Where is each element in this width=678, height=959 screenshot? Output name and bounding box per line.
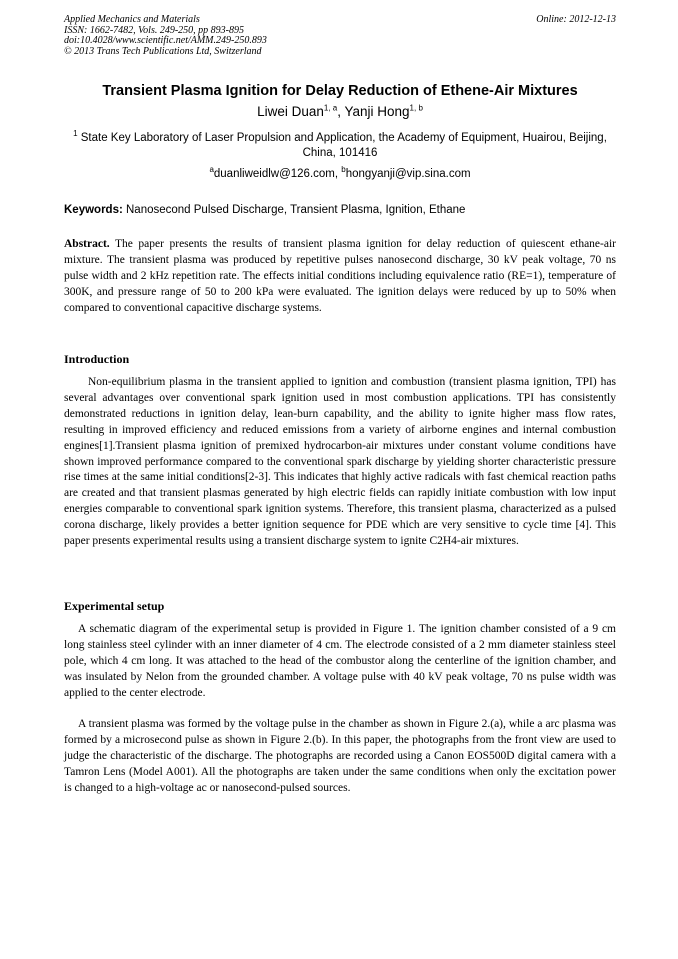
author-emails — [64, 167, 616, 182]
abstract-label: Abstract. — [64, 238, 110, 250]
email-address: hongyanji@vip.sina.com — [345, 168, 471, 180]
journal-name: Applied Mechanics and Materials — [64, 14, 200, 25]
affiliation-text: State Key Laboratory of Laser Propulsion and Application, the Academy of Equipment, Huairou, Beijing, China, 101416 — [77, 132, 607, 159]
section-heading-experimental-setup: Experimental setup — [64, 599, 165, 613]
email-mark: b — [341, 165, 346, 175]
affiliation — [64, 131, 616, 161]
online-date: Online: 2012-12-13 — [536, 14, 616, 25]
author-affiliation-mark: 1, a — [323, 103, 338, 113]
paper-title: Transient Plasma Ignition for Delay Reduction of Ethene-Air Mixtures — [102, 83, 578, 99]
keywords-text: Nanosecond Pulsed Discharge, Transient Plasma, Ignition, Ethane — [122, 204, 466, 216]
email-address: duanliweidlw@126.com, — [213, 168, 342, 180]
experimental-paragraph: A transient plasma was formed by the voltage pulse in the chamber as shown in Figure 2.(a), while a arc plasma was formed by a microsecond pulse as shown in Figure 2.(b). In this paper, the photographs from the front view are used to judge the characteristic of the discharge. The photographs are recorded using a Canon EOS500D digital camera with a Tamron Lens (Model A001). All the photographs are taken under the same conditions when only the excitation power is changed to a high-voltage ac or nanosecond-pulsed sources. — [64, 718, 616, 794]
experimental-paragraph: A schematic diagram of the experimental setup is provided in Figure 1. The ignition chamber consisted of a 9 cm long stainless steel cylinder with an inner diameter of 4 cm. The electrode consisted of a 2 mm diameter stainless steel pole, which 4 cm long. It was attached to the head of the combustor along the centerline of the ignition chamber, and was insulated by Nelon from the grounded chamber. A voltage pulse with 40 kV peak voltage, 70 ns pulse width was applied to the center electrode. — [64, 623, 616, 699]
author-affiliation-mark: 1, b — [409, 103, 423, 113]
introduction-paragraph: Non-equilibrium plasma in the transient applied to ignition and combustion (transient plasma ignition, TPI) has several advantages over conventional spark ignition used in most combustion applications. TPI has consistently demonstrated reductions in ignition delay, lean-burn capability, and the ability to ignite higher mass flow rates, resulting in improved efficiency and reduced emissions from a variety of airborne engines and internal combustion engines[1].Transient plasma ignition of premixed hydrocarbon-air mixtures under constant volume conditions have shown improved performance compared to the conventional spark discharge by yielding shorter characteristic pressure rise times at the same initial conditions[2-3]. This indicates that highly active radicals with fast chemical reaction paths are created and that transient plasmas generated by high electric fields can rapidly initiate combustion with low input energies comparable to conventional spark ignition systems. Therefore, this transient plasma, characterized as a pulsed corona discharge, likely provides a better ignition sequence for PDE which are very sensitive to cycle time [4]. This paper presents experimental results using a transient discharge system to ignite C2H4-air mixtures. — [64, 376, 616, 548]
abstract-text: The paper presents the results of transient plasma ignition for delay reduction of quiescent ethane-air mixture. The transient plasma was produced by repetitive pulses nanosecond discharge, 30 kV peak voltage, 70 ns pulse width and 2 kHz repetition rate. The effects initial conditions including equivalence ratio (RE=1), temperature of 300K, and pressure range of 50 to 200 kPa were evaluated. The ignition delays were reduced by up to 50% when compared to conventional capacitive discharge systems. — [64, 238, 616, 314]
copyright-line: © 2013 Trans Tech Publications Ltd, Switzerland — [64, 45, 262, 57]
email-mark: a — [209, 165, 214, 175]
section-heading-introduction: Introduction — [64, 352, 130, 366]
author-separator: , — [337, 104, 345, 119]
keywords — [64, 203, 616, 218]
doi-line: doi:10.4028/www.scientific.net/AMM.249-250.893 — [64, 35, 267, 47]
author-line — [64, 103, 616, 120]
author-name: Liwei Duan — [257, 104, 324, 119]
affiliation-mark: 1 — [73, 129, 78, 139]
issn-line: ISSN: 1662-7482, Vols. 249-250, pp 893-895 — [64, 24, 244, 36]
journal-header — [64, 15, 616, 57]
keywords-label: Keywords: — [64, 204, 123, 216]
author-name: Yanji Hong — [344, 104, 410, 119]
abstract — [64, 237, 616, 317]
